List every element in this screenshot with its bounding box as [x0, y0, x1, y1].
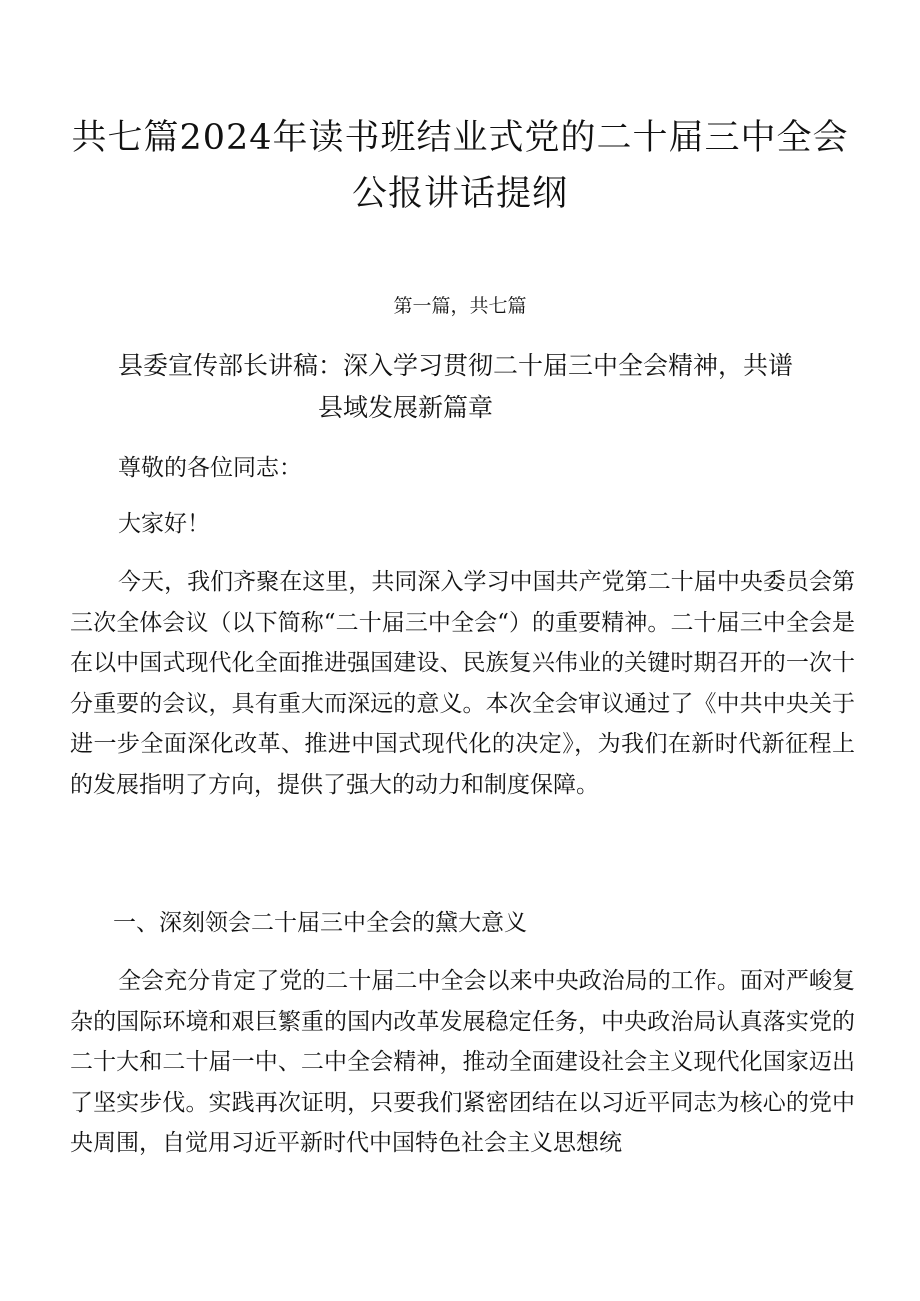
section-heading: 一、深刻领会二十届三中全会的黛大意义 — [113, 910, 527, 936]
greeting: 大家好！ — [118, 511, 210, 537]
body-paragraph: 全会充分肯定了党的二十届二中全会以来中央政治局的工作。面对严峻复杂的国际环境和艰巨繁重的国内改革发展稳定任务，中央政治局认真落实党的二十大和二十届一中、二中全会精神，推动全面建设社会主义现代化国家迈出了坚实步伐。实践再次证明，只要我们紧密团结在以习近平同志为核心的党中央周围，自觉用习近平新时代中国特色社会主义思想统 — [70, 968, 855, 1156]
speech-title — [118, 345, 858, 429]
document-title: 共七篇2024年读书班结业式党的二十届三中全会公报讲话提纲 — [71, 118, 849, 214]
salutation: 尊敬的各位同志： — [118, 455, 302, 481]
speech-title-line-1: 县委宣传部长讲稿：深入学习贯彻二十届三中全会精神，共谱 — [118, 351, 794, 380]
speech-title-line-2: 县域发展新篇章 — [318, 393, 494, 422]
section-label: 第一篇，共七篇 — [393, 295, 527, 317]
body-paragraph: 今天，我们齐聚在这里，共同深入学习中国共产党第二十届中央委员会第三次全体会议（以下简称“二十届三中全会“）的重要精神。二十届三中全会是在以中国式现代化全面推进强国建设、民族复兴伟业的关键时期召开的一次十分重要的会议，具有重大而深远的意义。本次全会审议通过了《中共中央关于进一步全面深化改革、推进中国式现代化的决定》，为我们在新时代新征程上的发展指明了方向，提供了强大的动力和制度保障。 — [70, 569, 855, 798]
